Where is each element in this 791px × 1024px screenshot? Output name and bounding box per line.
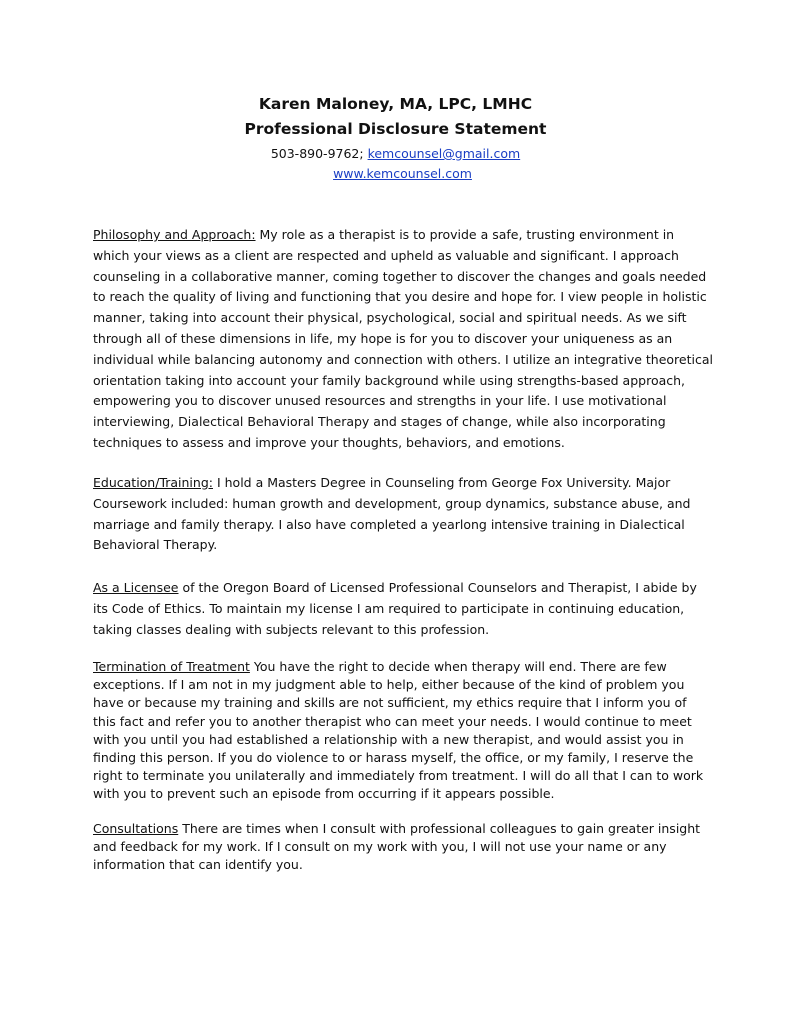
philosophy-body: My role as a therapist is to provide a safe, trusting environment in which your views as a client are respected and upheld as valuable and significant. I approach counseling in a collaborative manner, coming together to discover the changes and goals needed to reach the quality of living and functioning that you desire and hope for. I view people in holistic manner, taking into account their physical, psychological, social and spiritual needs. As we sift through all of these dimensions in life, my hope is for you to discover your uniqueness as an individual while balancing autonomy and connection with others. I utilize an integrative theoretical orientation taking into account your family background while using strengths-based approach, empowering you to discover unused resources and strengths in your life. I use motivational interviewing, Dialectical Behavioral Therapy and stages of change, while also incorporating techniques to assess and improve your thoughts, behaviors, and emotions. [93, 227, 713, 450]
consultations-section [93, 820, 713, 875]
licensee-section [93, 578, 713, 640]
consultations-heading: Consultations [93, 821, 179, 836]
document-title: Professional Disclosure Statement [244, 120, 547, 138]
website-link[interactable]: www.kemcounsel.com [333, 166, 472, 181]
author-name: Karen Maloney, MA, LPC, LMHC [258, 95, 533, 113]
phone-number: 503-890-9762; [270, 146, 368, 161]
consultations-body: There are times when I consult with professional colleagues to gain greater insight and feedback for my work. If I consult on my work with you, I will not use your name or any information that can identify you. [93, 821, 701, 873]
education-section [93, 473, 713, 556]
termination-section [93, 658, 713, 804]
education-heading: Education/Training: [93, 475, 213, 490]
philosophy-heading: Philosophy and Approach: [93, 227, 256, 242]
licensee-body: of the Oregon Board of Licensed Professional Counselors and Therapist, I abide by its Code of Ethics. To maintain my license I am required to participate in continuing education, taking classes dealing with subjects relevant to this profession. [93, 580, 697, 637]
education-body: I hold a Masters Degree in Counseling from George Fox University. Major Coursework included: human growth and development, group dynamics, substance abuse, and marriage and family therapy. I also have completed a yearlong intensive training in Dialectical Behavioral Therapy. [93, 475, 691, 553]
termination-body: You have the right to decide when therapy will end. There are few exceptions. If I am not in my judgment able to help, either because of the kind of problem you have or because my training and skills are not sufficient, my ethics require that I inform you of this fact and refer you to another therapist who can meet your needs. I would continue to meet with you until you had established a relationship with a new therapist, and would assist you in finding this person. If you do violence to or harass myself, the office, or my family, I reserve the right to terminate you unilaterally and immediately from treatment. I will do all that I can to work with you to prevent such an episode from occurring if it appears possible. [93, 659, 704, 802]
termination-heading: Termination of Treatment [93, 659, 250, 674]
licensee-heading: As a Licensee [93, 580, 179, 595]
website-line [7, 166, 791, 181]
email-link[interactable]: kemcounsel@gmail.com [367, 146, 521, 161]
contact-line [0, 146, 791, 161]
philosophy-section [93, 225, 713, 454]
